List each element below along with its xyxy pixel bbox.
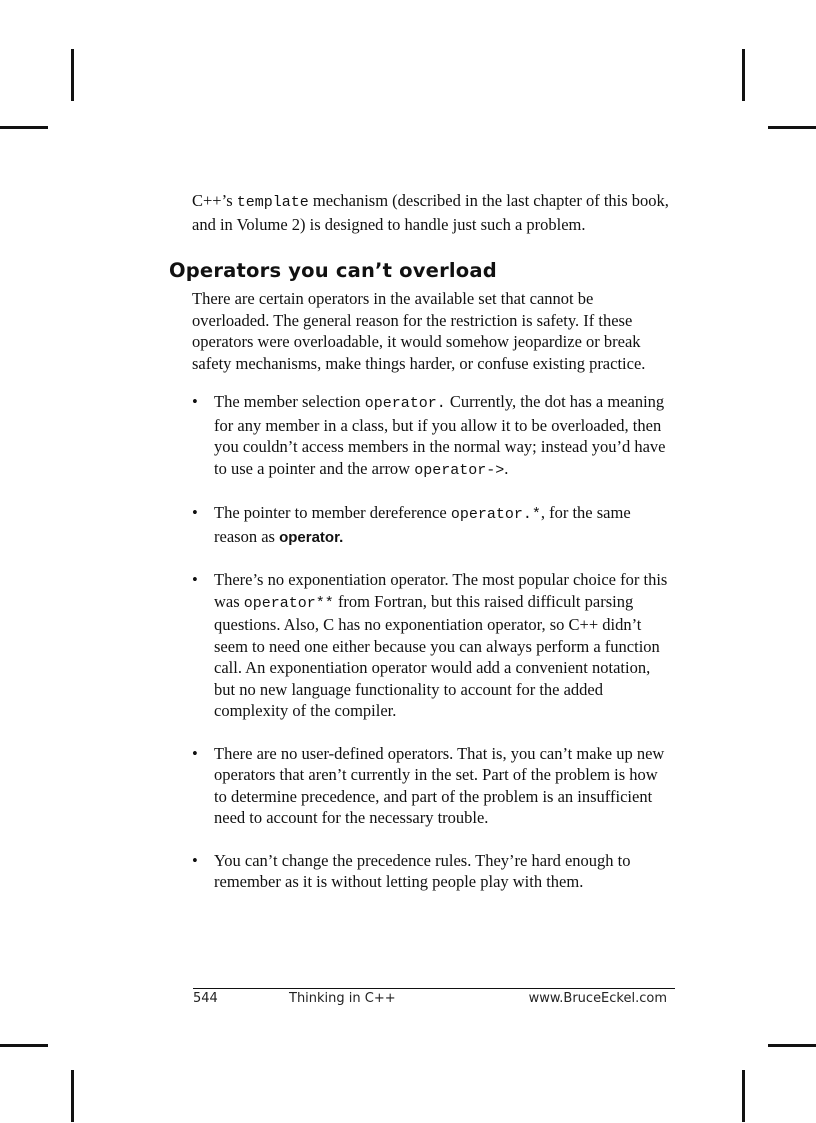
crop-mark-top-right-horizontal	[768, 126, 816, 129]
intro-paragraph	[192, 190, 672, 235]
website-url: www.BruceEckel.com	[528, 991, 667, 1006]
bullet-icon: •	[192, 743, 198, 763]
bullet-item-user-defined	[192, 743, 672, 829]
section-body	[192, 288, 672, 914]
book-title: Thinking in C++	[289, 991, 396, 1006]
section-paragraph: There are certain operators in the available set that cannot be overloaded. The general reason for the restriction is safety. If these operators were overloadable, it would somehow jeopardize or break safety mechanisms, make things harder, or confuse existing practice.	[192, 289, 646, 373]
bullet-text: The pointer to member dereference	[214, 503, 451, 522]
intro-text-continued: mechanism (described in the last chapter of this book, and in Volume 2) is designed to handle just such a problem.	[192, 191, 669, 234]
crop-mark-bottom-left-horizontal	[0, 1044, 48, 1047]
bullet-text: There are no user-defined operators. That is, you can’t make up new operators that aren’t currently in the set. Part of the problem is how to determine precedence, and part of the problem is an insufficient need to account for the necessary trouble.	[214, 743, 665, 827]
crop-mark-top-left-vertical	[71, 49, 74, 101]
crop-mark-top-right-vertical	[742, 49, 745, 101]
bullet-item-precedence	[192, 850, 672, 893]
bullet-text: , for the same reason as	[214, 503, 631, 546]
crop-mark-bottom-right-horizontal	[768, 1044, 816, 1047]
bullet-item-pointer-to-member	[192, 502, 672, 548]
crop-mark-bottom-left-vertical	[71, 1070, 74, 1122]
bullet-icon: •	[192, 850, 198, 870]
bullet-list	[192, 391, 672, 893]
bullet-code: operator->	[414, 461, 505, 479]
bullet-code: operator.	[364, 395, 446, 412]
bullet-text: Currently, the dot has a meaning for any member in a class, but if you allow it to be overloaded, then you couldn’t access members in the normal way; instead you’d have to use a pointer and the arrow	[214, 392, 666, 478]
bullet-icon: •	[192, 570, 198, 589]
bullet-text: The member selection	[214, 392, 365, 411]
crop-mark-top-left-horizontal	[0, 126, 48, 129]
bullet-text: There’s no exponentiation operator. The most popular choice for this was	[214, 570, 668, 611]
intro-code-word: template	[236, 194, 309, 211]
intro-text: C++’s	[192, 191, 237, 210]
bullet-code: operator.*	[450, 506, 541, 523]
crop-mark-bottom-right-vertical	[742, 1070, 745, 1122]
bullet-text: from Fortran, but this raised difficult parsing questions. Also, C has no exponentiation operator, so C++ didn’t seem to need one either because you can always perform a function call. An exponentiation operator would add a convenient notation, but no new language functionality to account for the added complexity of the compiler.	[214, 591, 660, 720]
bullet-text: .	[504, 458, 509, 478]
bullet-code: operator**	[243, 594, 334, 612]
page-number: 544	[193, 991, 218, 1006]
page-footer	[193, 991, 673, 1011]
bullet-item-member-selection	[192, 391, 672, 481]
footer-rule	[193, 988, 675, 989]
section-heading: Operators you can’t overload	[169, 259, 497, 282]
bullet-code: operator.	[279, 528, 344, 546]
bullet-icon: •	[192, 503, 198, 522]
bullet-item-exponentiation	[192, 569, 672, 722]
bullet-icon: •	[192, 392, 198, 411]
bullet-text: You can’t change the precedence rules. They’re hard enough to remember as it is without letting people play with them.	[214, 850, 631, 891]
